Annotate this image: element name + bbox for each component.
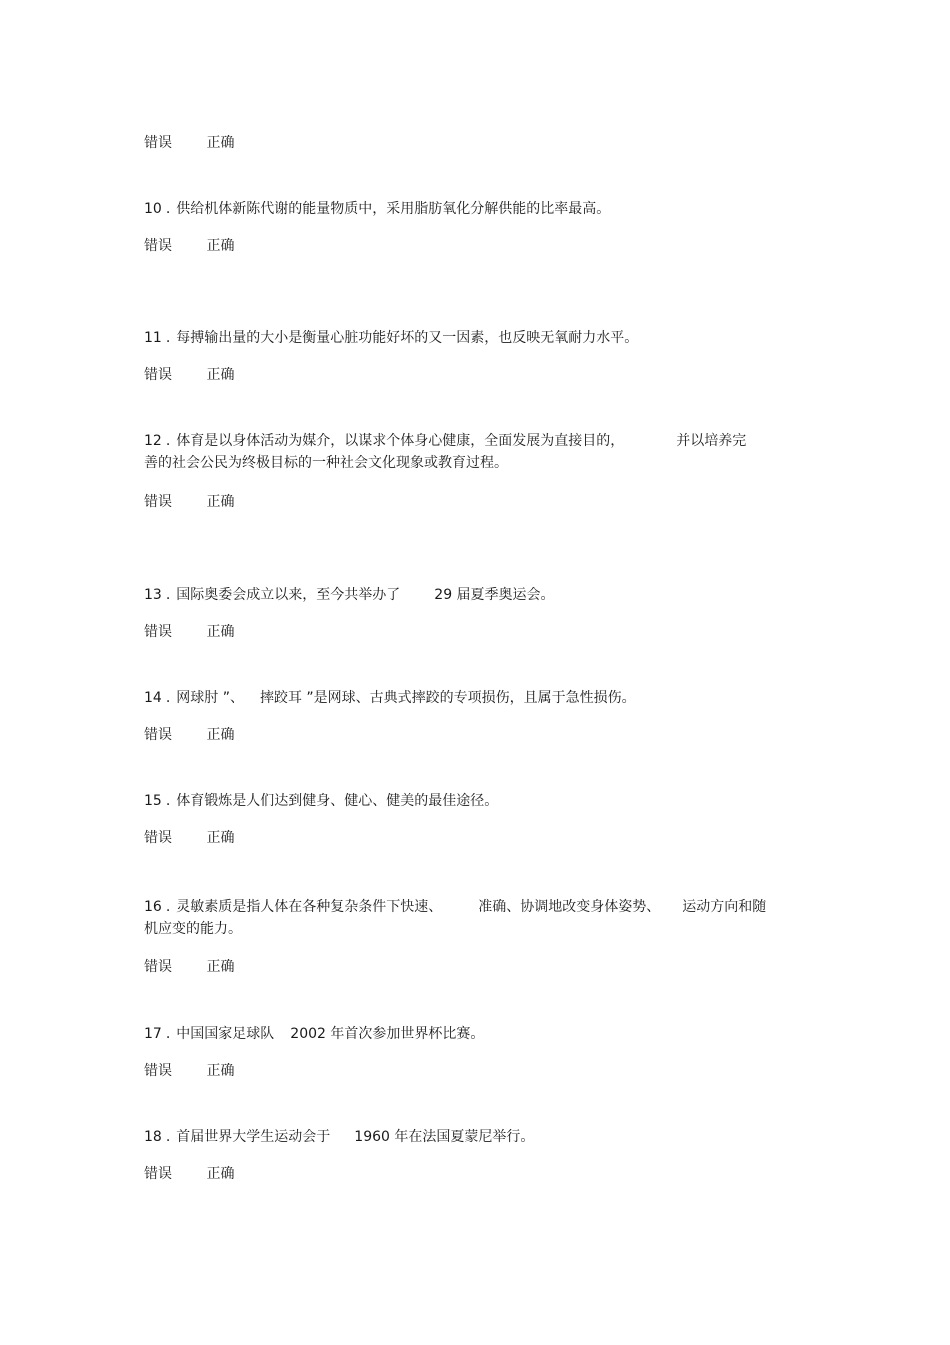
option-true[interactable]: 正确	[206, 1063, 235, 1079]
answer-options-q15	[144, 828, 234, 848]
option-true[interactable]: 正确	[206, 367, 235, 383]
option-false[interactable]: 错误	[144, 959, 172, 975]
question-text-line2: 善的社会公民为终极目标的一种社会文化现象或教育过程。	[144, 455, 508, 471]
question-text-line1b: 并以培养完	[676, 433, 747, 449]
question-13: 13 . 国际奥委会成立以来，至今共举办了 29 届夏季奥运会。	[144, 587, 555, 603]
question-number: 12	[144, 433, 162, 449]
question-number: 18	[144, 1129, 162, 1145]
question-text-part1: 中国国家足球队	[176, 1026, 275, 1042]
answer-options-q16	[144, 957, 234, 977]
question-text: 供给机体新陈代谢的能量物质中，采用脂肪氧化分解供能的比率最高。	[176, 201, 611, 217]
question-text-part3: 运动方向和随	[682, 899, 767, 915]
question-number: 15	[144, 793, 162, 809]
option-false[interactable]: 错误	[144, 1063, 172, 1079]
question-number: 16	[144, 899, 162, 915]
question-text-part2: 摔跤耳 ”是网球、古典式摔跤的专项损伤，且属于急性损伤。	[259, 690, 636, 706]
question-text-part2: 29 届夏季奥运会。	[434, 587, 555, 603]
answer-options-q17	[144, 1061, 234, 1081]
question-11: 11 . 每搏输出量的大小是衡量心脏功能好坏的又一因素，也反映无氧耐力水平。	[144, 330, 639, 346]
answer-options-q18	[144, 1164, 234, 1184]
question-number: 17	[144, 1026, 162, 1042]
question-text-line2: 机应变的能力。	[144, 921, 242, 937]
option-true[interactable]: 正确	[206, 624, 235, 640]
question-text-line1a: 体育是以身体活动为媒介，以谋求个体身心健康，全面发展为直接目的，	[176, 433, 625, 449]
question-text-part1: 国际奥委会成立以来，至今共举办了	[176, 587, 401, 603]
option-true[interactable]: 正确	[206, 494, 235, 510]
answer-options-q14	[144, 725, 234, 745]
answer-options-q13	[144, 622, 234, 642]
question-text-part1: 网球肘 ”、	[176, 690, 244, 706]
option-true[interactable]: 正确	[206, 959, 235, 975]
question-16: 16 . 灵敏素质是指人体在各种复杂条件下快速、 准确、协调地改变身体姿势、 运动方向和随 机应变的能力。	[144, 896, 804, 940]
question-number: 10	[144, 201, 162, 217]
question-text-part2: 准确、协调地改变身体姿势、	[478, 899, 661, 915]
answer-options-q10	[144, 236, 234, 256]
option-false[interactable]: 错误	[144, 1166, 172, 1182]
answer-options-q11	[144, 365, 234, 385]
question-15: 15 . 体育锻炼是人们达到健身、健心、健美的最佳途径。	[144, 793, 499, 809]
answer-options-q12	[144, 492, 234, 512]
question-text-part1: 灵敏素质是指人体在各种复杂条件下快速、	[176, 899, 443, 915]
question-text: 每搏输出量的大小是衡量心脏功能好坏的又一因素，也反映无氧耐力水平。	[176, 330, 639, 346]
question-17: 17 . 中国国家足球队 2002 年首次参加世界杯比赛。	[144, 1026, 485, 1042]
question-text-part2: 2002 年首次参加世界杯比赛。	[290, 1026, 485, 1042]
question-text-part2: 1960 年在法国夏蒙尼举行。	[354, 1129, 535, 1145]
question-10: 10 . 供给机体新陈代谢的能量物质中，采用脂肪氧化分解供能的比率最高。	[144, 201, 611, 217]
option-false[interactable]: 错误	[144, 727, 172, 743]
option-true[interactable]: 正确	[206, 830, 235, 846]
question-text-part1: 首届世界大学生运动会于	[176, 1129, 331, 1145]
question-18: 18 . 首届世界大学生运动会于 1960 年在法国夏蒙尼举行。	[144, 1129, 535, 1145]
option-false[interactable]: 错误	[144, 494, 172, 510]
option-true[interactable]: 正确	[206, 135, 235, 151]
option-true[interactable]: 正确	[206, 1166, 235, 1182]
question-text: 体育锻炼是人们达到健身、健心、健美的最佳途径。	[176, 793, 499, 809]
option-false[interactable]: 错误	[144, 830, 172, 846]
question-number: 13	[144, 587, 162, 603]
question-number: 11	[144, 330, 162, 346]
question-14: 14 . 网球肘 ”、 摔跤耳 ”是网球、古典式摔跤的专项损伤，且属于急性损伤。	[144, 690, 636, 706]
option-false[interactable]: 错误	[144, 238, 172, 254]
question-12: 12 . 体育是以身体活动为媒介，以谋求个体身心健康，全面发展为直接目的， 并以培养完 善的社会公民为终极目标的一种社会文化现象或教育过程。	[144, 430, 804, 474]
answer-options-q9	[144, 133, 234, 153]
option-false[interactable]: 错误	[144, 135, 172, 151]
option-false[interactable]: 错误	[144, 367, 172, 383]
option-true[interactable]: 正确	[206, 238, 235, 254]
question-number: 14	[144, 690, 162, 706]
option-true[interactable]: 正确	[206, 727, 235, 743]
option-false[interactable]: 错误	[144, 624, 172, 640]
